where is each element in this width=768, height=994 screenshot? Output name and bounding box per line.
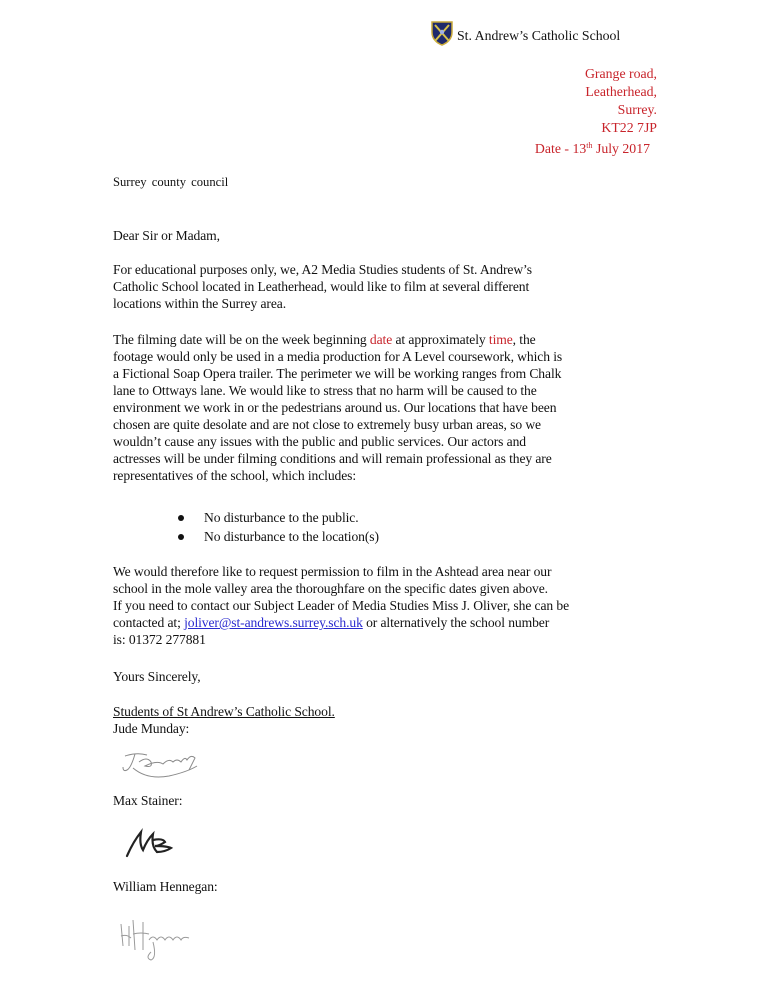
bullet-icon <box>178 534 184 540</box>
list-item-text: No disturbance to the public. <box>204 510 359 525</box>
signatory-name: Max Stainer: <box>113 793 183 808</box>
paragraph-line: actresses will be under filming conditions and will remain professional as they are <box>113 451 552 466</box>
address-line-1: Grange road, <box>584 66 657 81</box>
school-header <box>431 20 620 46</box>
paragraph-line: school in the mole valley area the thoroughfare on the specific dates given above. <box>113 581 548 596</box>
phone-line: is: 01372 277881 <box>113 632 206 647</box>
closing: Yours Sincerely, <box>113 669 201 684</box>
text: contacted at; <box>113 615 185 630</box>
school-crest-icon <box>431 20 453 46</box>
date-month-year: July 2017 <box>592 141 650 156</box>
paragraph-filming-details <box>113 331 562 484</box>
salutation: Dear Sir or Madam, <box>113 228 220 243</box>
paragraph-line: wouldn’t cause any issues with the public and public services. Our actors and <box>113 434 526 449</box>
paragraph-line <box>113 614 569 631</box>
school-name: St. Andrew’s Catholic School <box>457 28 621 43</box>
paragraph-line: footage would only be used in a media production for A Level coursework, which is <box>113 349 563 364</box>
date-ordinal: th <box>586 141 593 150</box>
signature-max-stainer-icon <box>117 826 187 862</box>
bullet-icon <box>178 515 184 521</box>
text: at approximately <box>392 332 489 347</box>
paragraph-intro <box>113 261 532 312</box>
address-postcode: KT22 7JP <box>601 120 657 135</box>
bullet-list <box>178 508 379 546</box>
signatory-name: William Hennegan: <box>113 879 218 894</box>
paragraph-line: locations within the Surrey area. <box>113 296 286 311</box>
paragraph-line: representatives of the school, which includes: <box>113 468 357 483</box>
paragraph-request <box>113 563 569 648</box>
signature-jude-munday-icon <box>117 748 207 784</box>
paragraph-line: environment we work in or the pedestrians around us. Our locations that have been <box>113 400 557 415</box>
address-line-3: Surrey. <box>617 102 657 117</box>
list-item <box>178 508 379 527</box>
text: The filming date will be on the week beginning <box>113 332 370 347</box>
signature-william-hennegan-icon <box>117 916 197 966</box>
paragraph-line: a Fictional Soap Opera trailer. The perimeter we will be working ranges from Chalk <box>113 366 562 381</box>
list-item <box>178 527 379 546</box>
paragraph-line: We would therefore like to request permission to film in the Ashtead area near our <box>113 564 552 579</box>
sender-address <box>535 65 657 158</box>
paragraph-line: lane to Ottways lane. We would like to stress that no harm will be caused to the <box>113 383 537 398</box>
paragraph-line <box>113 331 562 348</box>
text: , the <box>512 332 536 347</box>
paragraph-line: If you need to contact our Subject Leader of Media Studies Miss J. Oliver, she can be <box>113 598 570 613</box>
paragraph-line: For educational purposes only, we, A2 Media Studies students of St. Andrew’s <box>113 262 532 277</box>
email-link[interactable]: joliver@st-andrews.surrey.sch.uk <box>184 615 363 630</box>
paragraph-line: chosen are quite desolate and are not close to extremely busy urban areas, so we <box>113 417 541 432</box>
recipient: Surrey county council <box>113 175 229 189</box>
letter-date <box>535 137 650 158</box>
list-item-text: No disturbance to the location(s) <box>204 529 379 544</box>
time-placeholder: time <box>488 332 513 347</box>
address-line-2: Leatherhead, <box>585 84 657 99</box>
signatory-name: Jude Munday: <box>113 721 190 736</box>
signatories-heading: Students of St Andrew’s Catholic School. <box>113 704 335 719</box>
text: or alternatively the school number <box>362 615 550 630</box>
paragraph-line: Catholic School located in Leatherhead, would like to film at several different <box>113 279 530 294</box>
date-placeholder: date <box>369 332 393 347</box>
date-day: Date - 13 <box>534 141 587 156</box>
